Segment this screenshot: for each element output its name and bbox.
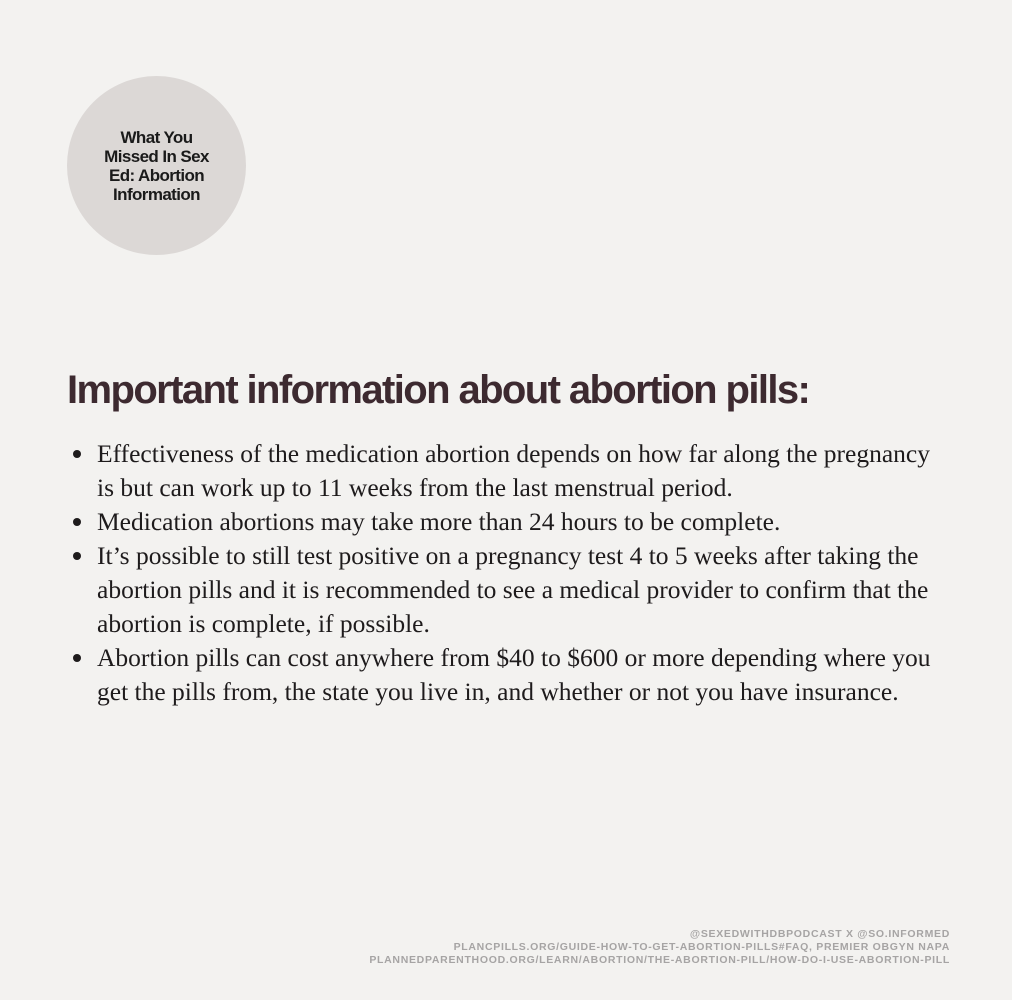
sources-footer <box>369 928 950 967</box>
bullet-icon <box>73 518 81 526</box>
badge-line: Missed In Sex <box>104 146 209 166</box>
series-badge-title <box>82 128 232 204</box>
bullet-icon <box>73 552 81 560</box>
list-item <box>70 539 950 641</box>
bullet-icon <box>73 654 81 662</box>
list-item-text: It’s possible to still test positive on a pregnancy test 4 to 5 weeks after taking the abortion pills and it is recommended to see a medical provider to confirm that the abortion is complete, if possible. <box>97 541 929 638</box>
badge-line: Information <box>113 184 200 204</box>
list-item-text: Abortion pills can cost anywhere from $40 to $600 or more depending where you get the pills from, the state you live in, and whether or not you have insurance. <box>97 643 931 706</box>
page-title: Important information about abortion pills: <box>67 368 810 412</box>
source-line: PLANCPILLS.ORG/GUIDE-HOW-TO-GET-ABORTION-PILLS#FAQ, PREMIER OBGYN NAPA <box>453 941 950 953</box>
credit-line: @SEXEDWITHDBPODCAST X @SO.INFORMED <box>689 928 950 940</box>
info-list <box>70 437 950 709</box>
bullet-icon <box>73 450 81 458</box>
source-line: PLANNEDPARENTHOOD.ORG/LEARN/ABORTION/THE-ABORTION-PILL/HOW-DO-I-USE-ABORTION-PILL <box>369 954 950 966</box>
list-item-text: Effectiveness of the medication abortion depends on how far along the pregnancy is but can work up to 11 weeks from the last menstrual period. <box>97 439 930 502</box>
badge-line: What You <box>120 127 193 147</box>
list-item-text: Medication abortions may take more than 24 hours to be complete. <box>97 507 781 536</box>
list-item <box>70 641 950 709</box>
list-item <box>70 505 950 539</box>
list-item <box>70 437 950 505</box>
series-badge <box>67 76 246 255</box>
badge-line: Ed: Abortion <box>108 165 205 185</box>
